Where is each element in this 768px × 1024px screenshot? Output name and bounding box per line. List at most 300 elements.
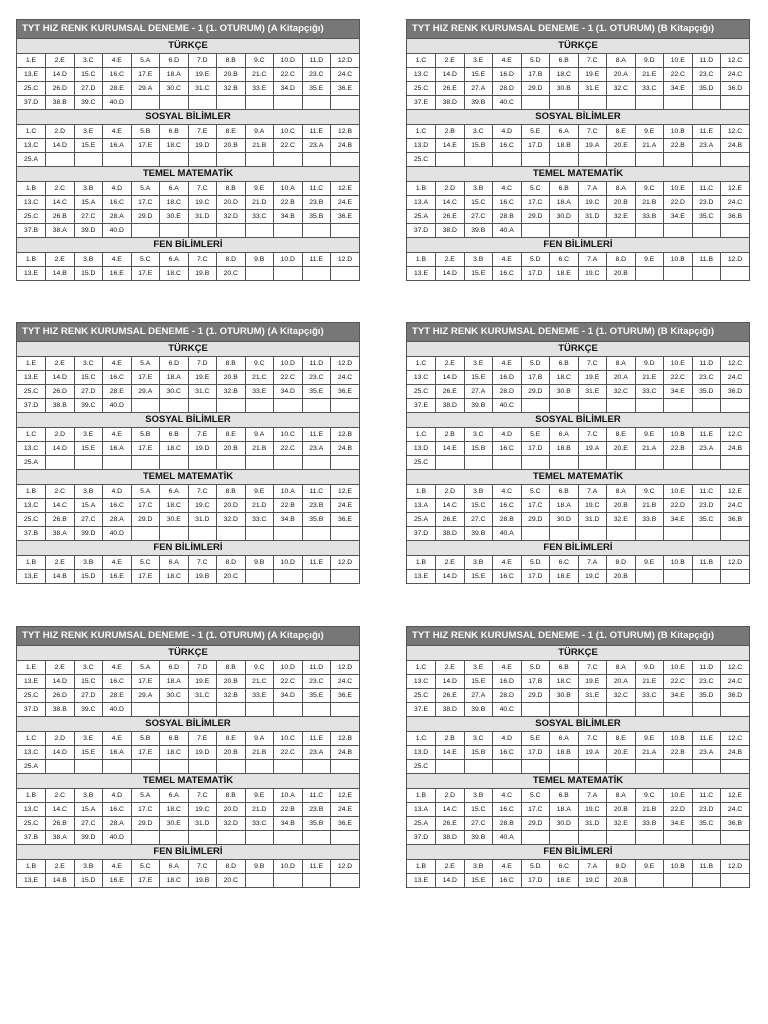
answer-cell bbox=[302, 456, 331, 470]
answer-cell: 23.C bbox=[302, 68, 331, 82]
answer-cell bbox=[521, 456, 550, 470]
answer-grid bbox=[407, 732, 749, 773]
answer-cell: 22.B bbox=[664, 442, 693, 456]
answer-cell: 27.D bbox=[74, 385, 103, 399]
answer-cell: 16.C bbox=[103, 68, 132, 82]
answer-cell: 38.B bbox=[46, 96, 75, 110]
answer-cell: 33.C bbox=[245, 513, 274, 527]
answer-cell: 7.C bbox=[578, 661, 607, 675]
answer-cell: 21.D bbox=[245, 803, 274, 817]
answer-cell: 1.E bbox=[17, 661, 46, 675]
answer-cell: 15.C bbox=[74, 675, 103, 689]
answer-row bbox=[407, 253, 749, 267]
answer-cell bbox=[635, 874, 664, 888]
card-title: TYT HIZ RENK KURUMSAL DENEME - 1 (1. OTURUM) (B Kitapçığı) bbox=[407, 323, 749, 341]
answer-cell: 7.C bbox=[188, 556, 217, 570]
answer-cell: 22.D bbox=[664, 499, 693, 513]
answer-cell bbox=[188, 456, 217, 470]
answer-cell: 27.C bbox=[74, 513, 103, 527]
section-heading: TEMEL MATEMATİK bbox=[17, 469, 359, 485]
answer-cell: 27.C bbox=[464, 817, 493, 831]
answer-cell bbox=[721, 153, 750, 167]
answer-row bbox=[407, 456, 749, 470]
answer-cell: 13.E bbox=[17, 68, 46, 82]
answer-cell: 38.B bbox=[46, 399, 75, 413]
answer-row bbox=[407, 513, 749, 527]
answer-cell: 1.B bbox=[407, 556, 436, 570]
answer-cell: 30.B bbox=[550, 82, 579, 96]
answer-cell: 12.C bbox=[721, 661, 750, 675]
answer-cell bbox=[635, 267, 664, 281]
answer-cell bbox=[331, 831, 360, 845]
answer-cell bbox=[607, 703, 636, 717]
answer-cell: 27.C bbox=[74, 210, 103, 224]
answer-cell: 5.D bbox=[521, 357, 550, 371]
answer-cell: 12.D bbox=[331, 556, 360, 570]
answer-cell: 40.D bbox=[103, 527, 132, 541]
answer-cell bbox=[274, 874, 303, 888]
answer-cell: 26.E bbox=[436, 817, 465, 831]
answer-cell: 9.B bbox=[245, 253, 274, 267]
answer-cell bbox=[245, 153, 274, 167]
answer-cell: 19.B bbox=[188, 570, 217, 584]
section-heading: SOSYAL BİLİMLER bbox=[17, 716, 359, 732]
answer-cell: 25.C bbox=[17, 817, 46, 831]
answer-cell: 16.D bbox=[493, 675, 522, 689]
answer-cell: 24.C bbox=[721, 68, 750, 82]
answer-cell: 23.B bbox=[302, 196, 331, 210]
answer-cell: 11.B bbox=[692, 556, 721, 570]
answer-cell: 9.D bbox=[635, 54, 664, 68]
answer-cell: 7.E bbox=[188, 428, 217, 442]
answer-cell: 8.D bbox=[607, 253, 636, 267]
answer-cell bbox=[302, 831, 331, 845]
answer-cell: 12.C bbox=[721, 732, 750, 746]
answer-cell: 28.E bbox=[103, 689, 132, 703]
answer-cell: 21.E bbox=[635, 675, 664, 689]
answer-cell: 3.B bbox=[464, 789, 493, 803]
answer-cell: 19.C bbox=[578, 803, 607, 817]
answer-cell: 33.C bbox=[635, 689, 664, 703]
answer-cell: 33.E bbox=[245, 689, 274, 703]
answer-cell bbox=[550, 96, 579, 110]
answer-cell: 13.A bbox=[407, 499, 436, 513]
answer-cell: 1.B bbox=[407, 789, 436, 803]
answer-row bbox=[17, 703, 359, 717]
answer-cell: 34.B bbox=[274, 817, 303, 831]
answer-cell: 19.C bbox=[188, 803, 217, 817]
answer-cell bbox=[245, 399, 274, 413]
answer-cell: 1.B bbox=[17, 182, 46, 196]
answer-cell: 17.B bbox=[521, 68, 550, 82]
answer-cell: 21.D bbox=[245, 196, 274, 210]
answer-cell: 7.C bbox=[188, 485, 217, 499]
answer-cell bbox=[578, 399, 607, 413]
answer-cell: 36.E bbox=[331, 817, 360, 831]
answer-cell: 14.D bbox=[436, 68, 465, 82]
answer-cell bbox=[274, 527, 303, 541]
answer-row bbox=[407, 789, 749, 803]
answer-cell: 22.B bbox=[274, 499, 303, 513]
answer-cell: 14.D bbox=[46, 675, 75, 689]
answer-cell: 4.D bbox=[103, 789, 132, 803]
answer-cell: 11.E bbox=[302, 860, 331, 874]
answer-grid bbox=[407, 661, 749, 716]
answer-cell: 21.D bbox=[245, 499, 274, 513]
section-heading: TÜRKÇE bbox=[407, 645, 749, 661]
answer-cell: 17.D bbox=[521, 267, 550, 281]
answer-key-card-a bbox=[16, 322, 360, 584]
answer-cell bbox=[635, 456, 664, 470]
answer-cell: 31.E bbox=[578, 385, 607, 399]
answer-cell: 14.D bbox=[436, 874, 465, 888]
answer-cell bbox=[103, 153, 132, 167]
answer-cell: 24.E bbox=[331, 803, 360, 817]
answer-cell: 9.C bbox=[245, 357, 274, 371]
answer-cell bbox=[664, 831, 693, 845]
answer-cell: 6.A bbox=[550, 732, 579, 746]
answer-cell: 6.B bbox=[550, 661, 579, 675]
answer-cell: 4.E bbox=[103, 357, 132, 371]
answer-cell: 16.A bbox=[103, 442, 132, 456]
answer-cell: 39.B bbox=[464, 527, 493, 541]
answer-cell: 13.E bbox=[407, 570, 436, 584]
answer-cell: 30.D bbox=[550, 513, 579, 527]
answer-cell bbox=[274, 96, 303, 110]
answer-cell: 13.E bbox=[407, 874, 436, 888]
card-title: TYT HIZ RENK KURUMSAL DENEME - 1 (1. OTURUM) (A Kitapçığı) bbox=[17, 323, 359, 341]
answer-cell: 13.E bbox=[17, 874, 46, 888]
answer-cell: 31.D bbox=[188, 817, 217, 831]
answer-cell bbox=[103, 456, 132, 470]
answer-cell: 9.B bbox=[245, 556, 274, 570]
answer-cell: 39.C bbox=[74, 96, 103, 110]
answer-grid bbox=[17, 661, 359, 716]
answer-cell: 13.D bbox=[407, 442, 436, 456]
answer-cell: 6.B bbox=[550, 182, 579, 196]
answer-cell: 11.E bbox=[692, 732, 721, 746]
answer-cell: 9.C bbox=[635, 485, 664, 499]
answer-row bbox=[407, 96, 749, 110]
answer-cell bbox=[302, 703, 331, 717]
answer-cell: 17.B bbox=[521, 371, 550, 385]
answer-cell bbox=[217, 224, 246, 238]
answer-cell: 40.A bbox=[493, 527, 522, 541]
answer-cell bbox=[721, 267, 750, 281]
answer-grid bbox=[407, 428, 749, 469]
answer-cell: 21.C bbox=[245, 371, 274, 385]
answer-cell: 11.E bbox=[302, 732, 331, 746]
answer-cell: 30.B bbox=[550, 385, 579, 399]
answer-cell bbox=[302, 153, 331, 167]
answer-cell: 11.E bbox=[302, 428, 331, 442]
answer-cell: 31.D bbox=[578, 817, 607, 831]
answer-row bbox=[17, 196, 359, 210]
answer-cell bbox=[692, 456, 721, 470]
answer-row bbox=[407, 139, 749, 153]
answer-cell bbox=[664, 267, 693, 281]
answer-cell: 12.D bbox=[721, 860, 750, 874]
card-title: TYT HIZ RENK KURUMSAL DENEME - 1 (1. OTURUM) (A Kitapçığı) bbox=[17, 627, 359, 645]
answer-cell: 15.E bbox=[464, 570, 493, 584]
answer-cell bbox=[131, 96, 160, 110]
answer-cell: 3.B bbox=[464, 253, 493, 267]
card-title: TYT HIZ RENK KURUMSAL DENEME - 1 (1. OTURUM) (A Kitapçığı) bbox=[17, 20, 359, 38]
answer-row bbox=[17, 689, 359, 703]
answer-cell: 39.C bbox=[74, 703, 103, 717]
answer-cell: 35.D bbox=[692, 385, 721, 399]
answer-cell: 35.E bbox=[302, 385, 331, 399]
answer-cell: 37.E bbox=[407, 399, 436, 413]
answer-cell: 15.B bbox=[464, 746, 493, 760]
card-title: TYT HIZ RENK KURUMSAL DENEME - 1 (1. OTURUM) (B Kitapçığı) bbox=[407, 20, 749, 38]
answer-cell bbox=[578, 153, 607, 167]
answer-cell: 25.C bbox=[407, 82, 436, 96]
answer-grid bbox=[17, 125, 359, 166]
answer-cell: 35.C bbox=[692, 210, 721, 224]
answer-cell: 23.B bbox=[302, 803, 331, 817]
section-heading: SOSYAL BİLİMLER bbox=[17, 109, 359, 125]
answer-cell: 27.A bbox=[464, 385, 493, 399]
answer-cell: 19.B bbox=[188, 874, 217, 888]
answer-cell: 30.B bbox=[550, 689, 579, 703]
answer-cell: 1.B bbox=[407, 182, 436, 196]
answer-cell: 3.B bbox=[464, 485, 493, 499]
answer-grid bbox=[17, 732, 359, 773]
answer-cell: 12.C bbox=[721, 125, 750, 139]
answer-cell: 1.B bbox=[17, 789, 46, 803]
answer-cell: 33.C bbox=[635, 82, 664, 96]
answer-cell: 8.E bbox=[607, 428, 636, 442]
answer-cell: 9.E bbox=[635, 125, 664, 139]
answer-cell: 11.E bbox=[302, 556, 331, 570]
answer-cell: 2.B bbox=[436, 428, 465, 442]
answer-cell bbox=[245, 874, 274, 888]
answer-cell bbox=[521, 527, 550, 541]
answer-cell: 7.C bbox=[188, 789, 217, 803]
answer-cell bbox=[46, 456, 75, 470]
answer-cell bbox=[721, 96, 750, 110]
answer-cell: 14.D bbox=[46, 139, 75, 153]
answer-cell: 7.D bbox=[188, 661, 217, 675]
answer-cell: 23.C bbox=[302, 675, 331, 689]
answer-row bbox=[407, 760, 749, 774]
answer-cell: 31.D bbox=[188, 210, 217, 224]
answer-cell: 28.E bbox=[103, 385, 132, 399]
answer-cell: 3.E bbox=[74, 125, 103, 139]
section-heading: FEN BİLİMLERİ bbox=[407, 540, 749, 556]
answer-cell: 6.D bbox=[160, 54, 189, 68]
answer-cell: 38.A bbox=[46, 527, 75, 541]
answer-cell: 25.A bbox=[17, 153, 46, 167]
answer-cell: 38.A bbox=[46, 224, 75, 238]
answer-cell: 14.C bbox=[436, 499, 465, 513]
answer-cell: 29.D bbox=[131, 513, 160, 527]
answer-cell: 20.B bbox=[217, 675, 246, 689]
answer-cell bbox=[635, 760, 664, 774]
answer-cell: 32.E bbox=[607, 513, 636, 527]
answer-cell: 2.D bbox=[436, 485, 465, 499]
answer-cell: 14.D bbox=[436, 675, 465, 689]
answer-cell bbox=[302, 224, 331, 238]
answer-cell: 14.B bbox=[46, 570, 75, 584]
answer-cell: 13.C bbox=[407, 371, 436, 385]
answer-cell: 14.E bbox=[436, 139, 465, 153]
answer-cell: 22.D bbox=[664, 196, 693, 210]
answer-cell: 6.B bbox=[160, 125, 189, 139]
answer-cell: 1.B bbox=[407, 860, 436, 874]
answer-cell: 29.D bbox=[131, 210, 160, 224]
answer-cell: 13.E bbox=[17, 570, 46, 584]
answer-cell bbox=[245, 456, 274, 470]
answer-cell: 27.C bbox=[74, 817, 103, 831]
answer-cell: 33.C bbox=[245, 210, 274, 224]
answer-cell: 3.B bbox=[464, 182, 493, 196]
answer-cell bbox=[217, 456, 246, 470]
answer-cell bbox=[331, 267, 360, 281]
answer-cell bbox=[302, 399, 331, 413]
answer-cell: 5.B bbox=[131, 428, 160, 442]
answer-cell: 23.D bbox=[692, 499, 721, 513]
answer-cell bbox=[721, 831, 750, 845]
answer-cell bbox=[607, 399, 636, 413]
answer-cell: 18.C bbox=[160, 267, 189, 281]
answer-cell: 15.E bbox=[464, 68, 493, 82]
answer-row bbox=[17, 661, 359, 675]
answer-cell: 14.B bbox=[46, 874, 75, 888]
answer-cell bbox=[550, 527, 579, 541]
answer-cell: 40.C bbox=[493, 399, 522, 413]
answer-cell: 20.A bbox=[607, 371, 636, 385]
answer-cell: 32.B bbox=[217, 385, 246, 399]
section-heading: TÜRKÇE bbox=[17, 341, 359, 357]
answer-row bbox=[17, 210, 359, 224]
answer-cell: 13.C bbox=[17, 803, 46, 817]
section-heading: SOSYAL BİLİMLER bbox=[407, 109, 749, 125]
answer-grid bbox=[17, 357, 359, 412]
answer-cell: 15.C bbox=[464, 499, 493, 513]
answer-cell: 24.C bbox=[721, 675, 750, 689]
answer-cell: 20.D bbox=[217, 499, 246, 513]
answer-cell: 2.E bbox=[46, 556, 75, 570]
answer-cell: 34.E bbox=[664, 82, 693, 96]
answer-cell: 19.E bbox=[188, 675, 217, 689]
answer-cell: 30.C bbox=[160, 689, 189, 703]
answer-cell: 16.D bbox=[493, 371, 522, 385]
answer-row bbox=[17, 182, 359, 196]
answer-cell: 23.A bbox=[692, 139, 721, 153]
answer-cell bbox=[331, 399, 360, 413]
answer-row bbox=[407, 746, 749, 760]
answer-cell: 16.C bbox=[493, 267, 522, 281]
answer-cell: 23.C bbox=[302, 371, 331, 385]
answer-cell bbox=[245, 703, 274, 717]
answer-cell: 22.C bbox=[274, 675, 303, 689]
answer-cell: 21.E bbox=[635, 68, 664, 82]
answer-cell: 29.D bbox=[131, 817, 160, 831]
answer-cell: 17.E bbox=[131, 874, 160, 888]
answer-cell: 7.C bbox=[578, 428, 607, 442]
answer-cell: 2.C bbox=[46, 789, 75, 803]
answer-cell: 5.A bbox=[131, 54, 160, 68]
answer-key-card-a bbox=[16, 19, 360, 281]
answer-cell: 12.D bbox=[331, 661, 360, 675]
answer-cell: 17.D bbox=[521, 746, 550, 760]
answer-cell: 1.C bbox=[17, 125, 46, 139]
answer-cell: 24.B bbox=[721, 746, 750, 760]
section-heading: FEN BİLİMLERİ bbox=[17, 540, 359, 556]
answer-cell: 18.C bbox=[160, 803, 189, 817]
answer-cell bbox=[74, 760, 103, 774]
answer-cell: 30.E bbox=[160, 513, 189, 527]
answer-cell: 27.D bbox=[74, 82, 103, 96]
answer-cell: 22.C bbox=[274, 139, 303, 153]
answer-cell: 9.B bbox=[245, 860, 274, 874]
answer-cell: 8.A bbox=[607, 54, 636, 68]
answer-cell: 35.C bbox=[692, 817, 721, 831]
answer-cell: 12.E bbox=[721, 485, 750, 499]
answer-cell bbox=[302, 267, 331, 281]
answer-cell: 8.A bbox=[607, 485, 636, 499]
answer-cell: 38.D bbox=[436, 703, 465, 717]
answer-cell bbox=[331, 224, 360, 238]
answer-grid bbox=[407, 357, 749, 412]
answer-row bbox=[407, 817, 749, 831]
answer-cell: 3.C bbox=[464, 428, 493, 442]
answer-cell: 33.C bbox=[245, 817, 274, 831]
answer-cell: 10.D bbox=[274, 253, 303, 267]
answer-cell: 13.C bbox=[407, 68, 436, 82]
answer-cell: 40.A bbox=[493, 224, 522, 238]
answer-cell: 19.A bbox=[578, 139, 607, 153]
answer-cell: 36.E bbox=[331, 689, 360, 703]
answer-cell bbox=[217, 527, 246, 541]
answer-cell bbox=[550, 760, 579, 774]
answer-cell bbox=[331, 874, 360, 888]
answer-cell: 25.A bbox=[407, 210, 436, 224]
answer-cell: 3.E bbox=[464, 357, 493, 371]
answer-row bbox=[407, 661, 749, 675]
answer-cell: 11.E bbox=[302, 253, 331, 267]
answer-cell bbox=[274, 267, 303, 281]
answer-cell: 15.A bbox=[74, 803, 103, 817]
answer-cell: 11.D bbox=[302, 357, 331, 371]
answer-cell: 29.D bbox=[521, 817, 550, 831]
answer-cell: 23.D bbox=[692, 196, 721, 210]
answer-cell: 14.D bbox=[46, 746, 75, 760]
answer-row bbox=[17, 125, 359, 139]
answer-cell: 8.E bbox=[217, 428, 246, 442]
answer-cell: 10.D bbox=[274, 556, 303, 570]
section-heading: FEN BİLİMLERİ bbox=[17, 237, 359, 253]
answer-cell: 24.C bbox=[331, 675, 360, 689]
answer-row bbox=[407, 182, 749, 196]
answer-cell: 1.B bbox=[407, 485, 436, 499]
answer-cell: 2.E bbox=[46, 253, 75, 267]
answer-cell: 2.E bbox=[436, 661, 465, 675]
answer-cell: 22.C bbox=[274, 68, 303, 82]
answer-cell bbox=[274, 570, 303, 584]
answer-cell bbox=[664, 874, 693, 888]
answer-cell: 3.B bbox=[74, 860, 103, 874]
answer-cell: 30.D bbox=[550, 817, 579, 831]
answer-cell: 29.A bbox=[131, 82, 160, 96]
answer-grid bbox=[17, 860, 359, 887]
answer-cell: 7.A bbox=[578, 860, 607, 874]
answer-cell bbox=[664, 527, 693, 541]
answer-cell bbox=[635, 831, 664, 845]
answer-cell: 10.D bbox=[274, 661, 303, 675]
